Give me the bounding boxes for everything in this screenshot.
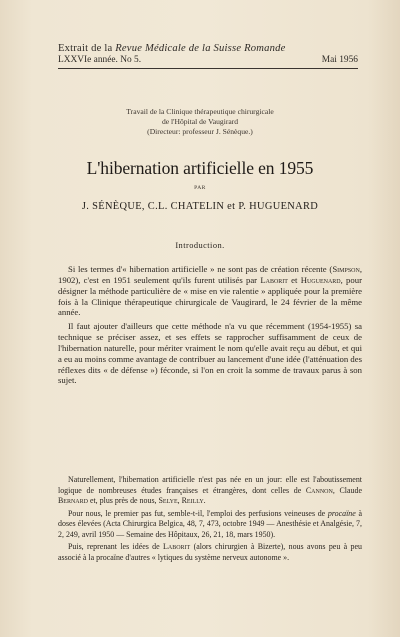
emphasis: procaïne <box>327 508 356 518</box>
paragraph <box>58 509 362 541</box>
text-run: Pour nous, le premier pas fut, semble-t-il, l'emploi des perfusions veineuses de <box>68 508 328 518</box>
affiliation-line: (Directeur: professeur J. Sénèque.) <box>147 126 253 136</box>
text-run: , pour désigner la méthode particulière de « mise en vie ralentie » appliquée pour la première fois à la Clinique thérapeutique chirurgicale de Vaugirard, le 24 février de la même année. <box>58 274 362 318</box>
article-body <box>58 264 362 389</box>
text-run: à doses élevées (Acta Chirurgica Belgica, 48, 7, 473, octobre 1949 — Anesthésie et Analgésie, 7, 2, 249, avril 1950 — Semaine des Hôpitaux, 26, 21, 18, mars 1950). <box>58 508 362 539</box>
journal-citation <box>58 43 358 54</box>
affiliation-line: Travail de la Clinique thérapeutique chirurgicale <box>126 107 274 116</box>
affiliation-block <box>0 107 400 136</box>
paragraph <box>58 475 362 507</box>
text-run: (alors chirurgien à Bizerte), nous avons peu à peu associé à la procaïne d'autres « lytiques du système nerveux autonome ». <box>58 542 362 562</box>
author-list: J. SÉNÈQUE, C.L. CHATELIN et P. HUGUENARD <box>81 201 319 212</box>
issue-info <box>58 55 358 65</box>
author-citation: Reilly <box>181 496 204 505</box>
article-title: L'hibernation artificielle en 1955 <box>86 158 314 178</box>
article-body-small <box>58 475 362 565</box>
author-citation: Simpson <box>332 264 360 274</box>
journal-masthead <box>58 43 358 69</box>
author-citation: Selye <box>158 496 178 505</box>
text-run: Puis, reprenant les idées de <box>68 542 164 551</box>
author-citation: Bernard <box>58 496 88 505</box>
issue-volume: LXXVIe année. No 5. <box>58 55 142 65</box>
text-run: Naturellement, l'hibernation artificielle n'est pas née en un jour: elle est l'aboutissement logique de nombreuses études françaises et étrangères, dont celles de <box>58 475 362 495</box>
author-citation: Cannon <box>305 485 333 495</box>
text-run: , Claude <box>332 485 362 495</box>
citation-prefix: Extrait de la <box>58 43 116 54</box>
paragraph <box>58 542 362 563</box>
author-citation: Laborit <box>163 542 191 551</box>
text-run: et <box>287 274 301 285</box>
by-label: PAR <box>194 185 206 191</box>
text-run: , <box>177 496 182 505</box>
text-run: et, plus près de nous, <box>87 496 159 505</box>
section-heading: Introduction. <box>175 241 225 250</box>
text-run: , 1902), c'est en 1951 seulement qu'ils furent utilisés par <box>58 264 362 285</box>
author-citation: Laborit <box>260 274 288 285</box>
issue-date: Mai 1956 <box>321 55 358 65</box>
affiliation-line: de l'Hôpital de Vaugirard <box>161 116 239 126</box>
author-citation: Huguenard <box>300 274 341 285</box>
text-run: Si les termes d'« hibernation artificielle » ne sont pas de création récente ( <box>68 264 333 274</box>
text-run: . <box>203 496 206 505</box>
paragraph <box>58 264 362 318</box>
journal-name: Revue Médicale de la Suisse Romande <box>115 43 286 54</box>
paragraph: Il faut ajouter d'ailleurs que cette méthode n'a vu que récemment (1954-1955) sa technique se préciser assez, et ses effets se rapprocher suffisamment de ceux de l'hibernation naturelle, pour mériter vraiment le nom qu'elle avait reçu au début, et qui a eu au moins comme avantage de contribuer au lancement d'une idée (l'atténuation des réflexes dits « de défense ») féconde, si l'on en croit la somme de travaux parus à son sujet. <box>58 321 362 386</box>
